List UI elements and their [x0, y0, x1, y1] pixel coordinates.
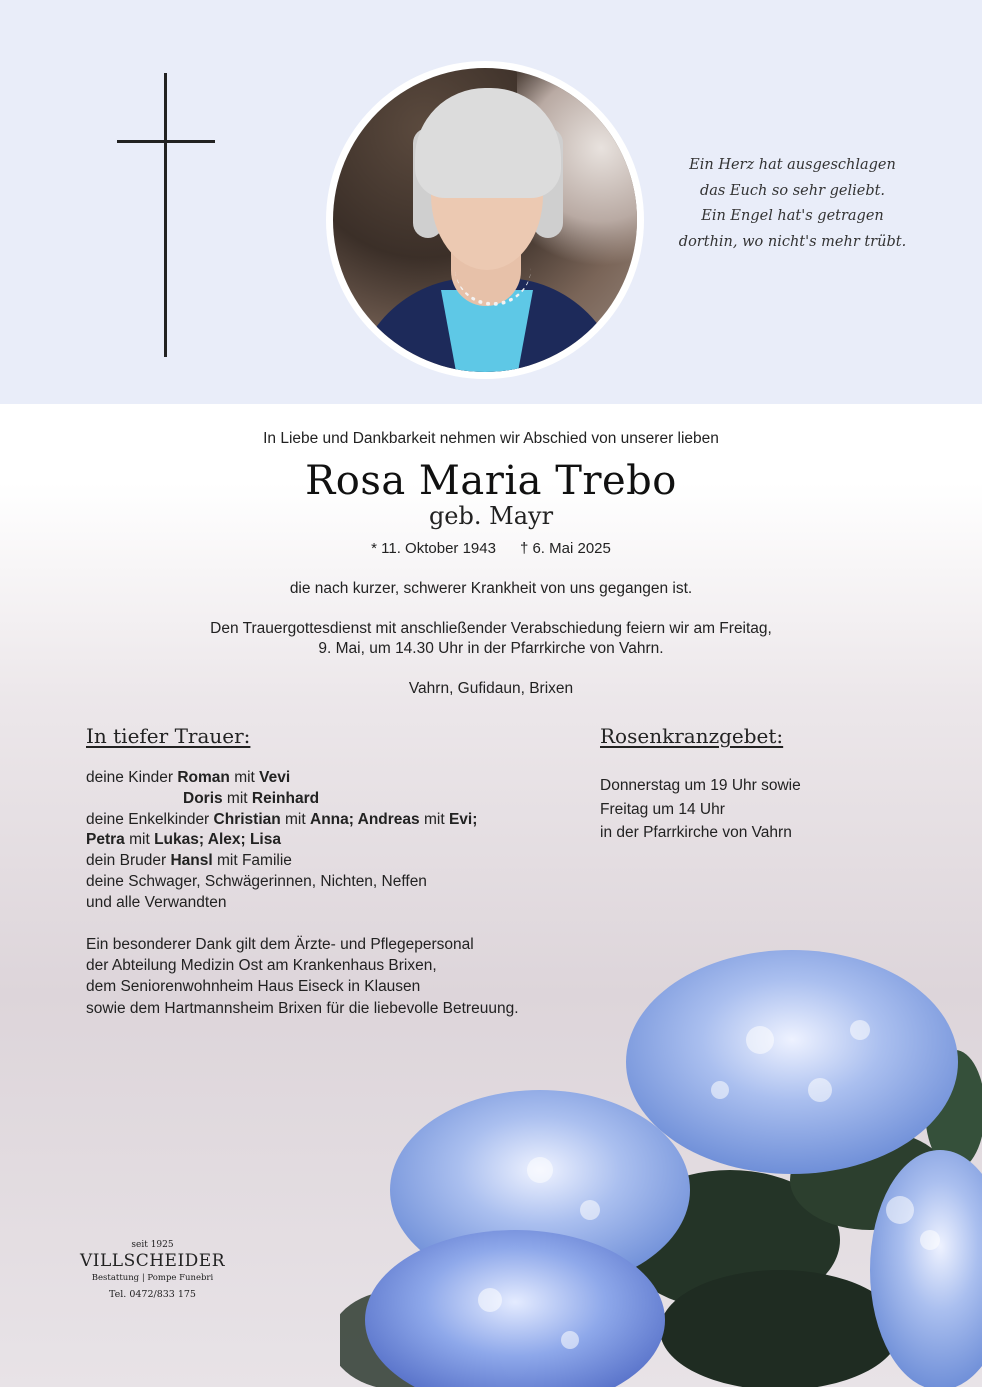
- maiden-name: geb. Mayr: [428, 502, 554, 530]
- cross-icon-bar: [117, 140, 215, 143]
- places-text: Vahrn, Gufidaun, Brixen: [408, 680, 574, 697]
- logo-since: seit 1925: [131, 1240, 174, 1250]
- logo-brand: VILLSCHEIDER: [80, 1251, 226, 1271]
- mourner-line: Petra mit Lukas; Alex; Lisa: [86, 831, 281, 849]
- thanks-text: [86, 934, 519, 1019]
- rosary-text: [600, 774, 801, 845]
- poem-line: das Euch so sehr geliebt.: [699, 182, 886, 199]
- life-dates: [0, 540, 982, 557]
- rosary-title: Rosenkranzgebet:: [600, 724, 784, 748]
- poem-line: Ein Engel hat's getragen: [701, 208, 884, 224]
- service-line: 9. Mai, um 14.30 Uhr in der Pfarrkirche von Vahrn.: [318, 640, 664, 657]
- passed-text: die nach kurzer, schwerer Krankheit von uns gegangen ist.: [289, 580, 693, 597]
- thanks-line: der Abteilung Medizin Ost am Krankenhaus Brixen,: [86, 957, 437, 975]
- funeral-home-logo: [80, 1240, 225, 1300]
- deceased-name: Rosa Maria Trebo: [305, 458, 677, 504]
- mourner-line: dein Bruder Hansl mit Familie: [86, 852, 292, 870]
- thanks-line: Ein besonderer Dank gilt dem Ärzte- und Pflegepersonal: [86, 936, 474, 953]
- intro-text: In Liebe und Dankbarkeit nehmen wir Abschied von unserer lieben: [263, 430, 719, 447]
- mourner-line: deine Enkelkinder Christian mit Anna; Andreas mit Evi;: [86, 810, 478, 828]
- rosary-line: Donnerstag um 19 Uhr sowie: [600, 777, 801, 794]
- mourner-line: deine Kinder Roman mit Vevi: [86, 769, 291, 786]
- logo-phone: Tel. 0472/833 175: [109, 1289, 196, 1300]
- thanks-line: sowie dem Hartmannsheim Brixen für die liebevolle Betreuung.: [86, 999, 519, 1017]
- poem-line: Ein Herz hat ausgeschlagen: [689, 157, 896, 173]
- mourner-line: deine Schwager, Schwägerinnen, Nichten, Neffen: [86, 872, 427, 890]
- poem-line: dorthin, wo nicht's mehr trübt.: [678, 233, 907, 250]
- poem: [670, 153, 915, 255]
- mourner-line: und alle Verwandten: [86, 893, 227, 911]
- service-line: Den Trauergottesdienst mit anschließender Verabschiedung feiern wir am Freitag,: [210, 620, 772, 637]
- logo-subtitle: Bestattung | Pompe Funebri: [91, 1273, 214, 1283]
- mourner-line: Doris mit Reinhard: [183, 789, 320, 807]
- portrait-photo: [333, 68, 637, 372]
- cross-icon: [164, 73, 167, 357]
- service-text: [0, 619, 982, 659]
- death-date: † 6. Mai 2025: [519, 540, 611, 557]
- rosary-line: in der Pfarrkirche von Vahrn: [600, 824, 792, 841]
- mourners-list: [86, 768, 477, 914]
- thanks-line: dem Seniorenwohnheim Haus Eiseck in Klausen: [86, 978, 421, 996]
- birth-date: * 11. Oktober 1943: [371, 540, 496, 557]
- rosary-line: Freitag um 14 Uhr: [600, 800, 725, 818]
- mourning-title: In tiefer Trauer:: [86, 724, 251, 748]
